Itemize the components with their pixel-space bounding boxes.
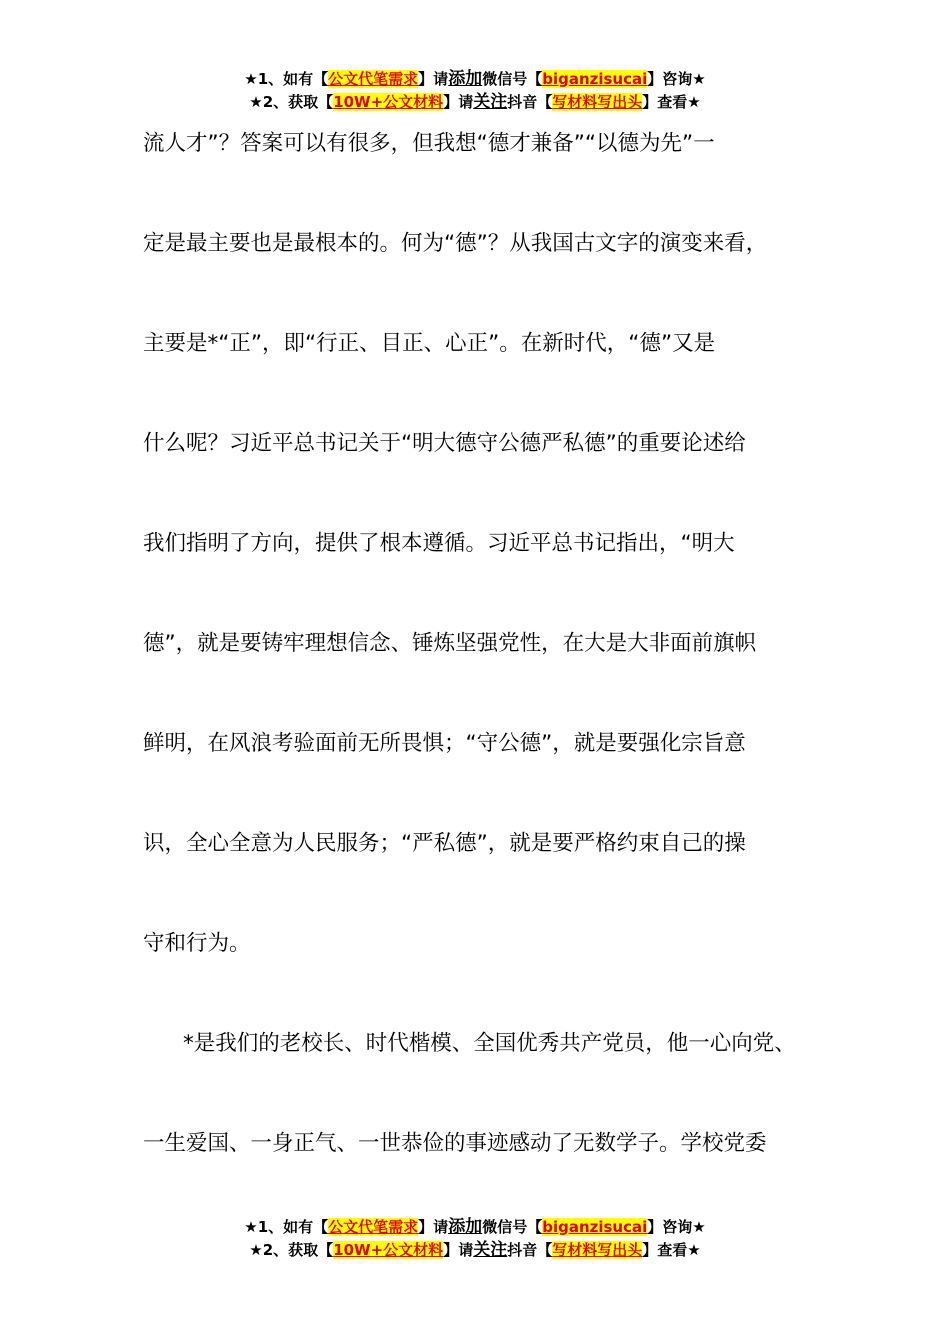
promo-text: 】请 [418, 70, 449, 88]
paragraph-line: 鲜明，在风浪考验面前无所畏惧；“守公德”，就是要强化宗旨意 [143, 731, 746, 756]
promo-text: 】咨询★ [647, 70, 706, 88]
promo-emphasis: 添加 [448, 69, 483, 89]
promo-text: ★2、获取【 [249, 93, 334, 111]
promo-text: ★2、获取【 [249, 1241, 334, 1259]
promo-text: 】查看★ [642, 1241, 701, 1259]
promo-text: ★1、如有【 [244, 70, 329, 88]
promo-text: 】请 [443, 1241, 474, 1259]
promo-text: 】查看★ [642, 93, 701, 111]
promo-text: 抖音【 [507, 93, 553, 111]
promo-text: ★1、如有【 [244, 1218, 329, 1236]
promo-text: 】咨询★ [647, 1218, 706, 1236]
header-promo-banner [0, 68, 950, 114]
promo-line-1 [0, 1216, 950, 1239]
promo-text: 】请 [418, 1218, 449, 1236]
promo-emphasis: 关注 [473, 92, 508, 112]
promo-text: 】请 [443, 93, 474, 111]
promo-line-2 [0, 1239, 950, 1262]
promo-line-1 [0, 68, 950, 91]
paragraph-line: 德”，就是要铸牢理想信念、锤炼坚强党性，在大是大非面前旗帜 [143, 631, 757, 656]
paragraph-line: 识，全心全意为人民服务；“严私德”，就是要严格约束自己的操 [143, 831, 746, 856]
paragraph-line: 一生爱国、一身正气、一世恭俭的事迹感动了无数学子。学校党委 [143, 1131, 767, 1156]
promo-douyin-id: 写材料写出头 [552, 1241, 643, 1259]
promo-emphasis: 关注 [473, 1240, 508, 1260]
paragraph-line: 守和行为。 [143, 931, 251, 956]
promo-highlight: 10W+公文材料 [333, 1241, 444, 1259]
paragraph-line: 我们指明了方向，提供了根本遵循。习近平总书记指出，“明大 [143, 531, 735, 556]
footer-promo-banner [0, 1216, 950, 1262]
promo-text: 微信号【 [482, 1218, 543, 1236]
promo-text: 抖音【 [507, 1241, 553, 1259]
promo-wechat-id: biganzisucai [542, 1218, 648, 1236]
paragraph-line: 什么呢？习近平总书记关于“明大德守公德严私德”的重要论述给 [143, 431, 746, 456]
promo-highlight: 公文代笔需求 [328, 70, 419, 88]
document-body [143, 118, 833, 1218]
promo-line-2 [0, 91, 950, 114]
promo-highlight: 10W+公文材料 [333, 93, 444, 111]
promo-douyin-id: 写材料写出头 [552, 93, 643, 111]
promo-emphasis: 添加 [448, 1217, 483, 1237]
promo-highlight: 公文代笔需求 [328, 1218, 419, 1236]
paragraph-line: 主要是*“正”，即“行正、目正、心正”。在新时代，“德”又是 [143, 331, 716, 356]
paragraph-line: 定是最主要也是最根本的。何为“德”？从我国古文字的演变来看， [143, 231, 768, 256]
paragraph-line: *是我们的老校长、时代楷模、全国优秀共产党员，他一心向党、 [183, 1031, 796, 1056]
promo-text: 微信号【 [482, 70, 543, 88]
promo-wechat-id: biganzisucai [542, 70, 648, 88]
paragraph-line: 流人才”？答案可以有很多，但我想“德才兼备”“以德为先”一 [143, 131, 715, 156]
